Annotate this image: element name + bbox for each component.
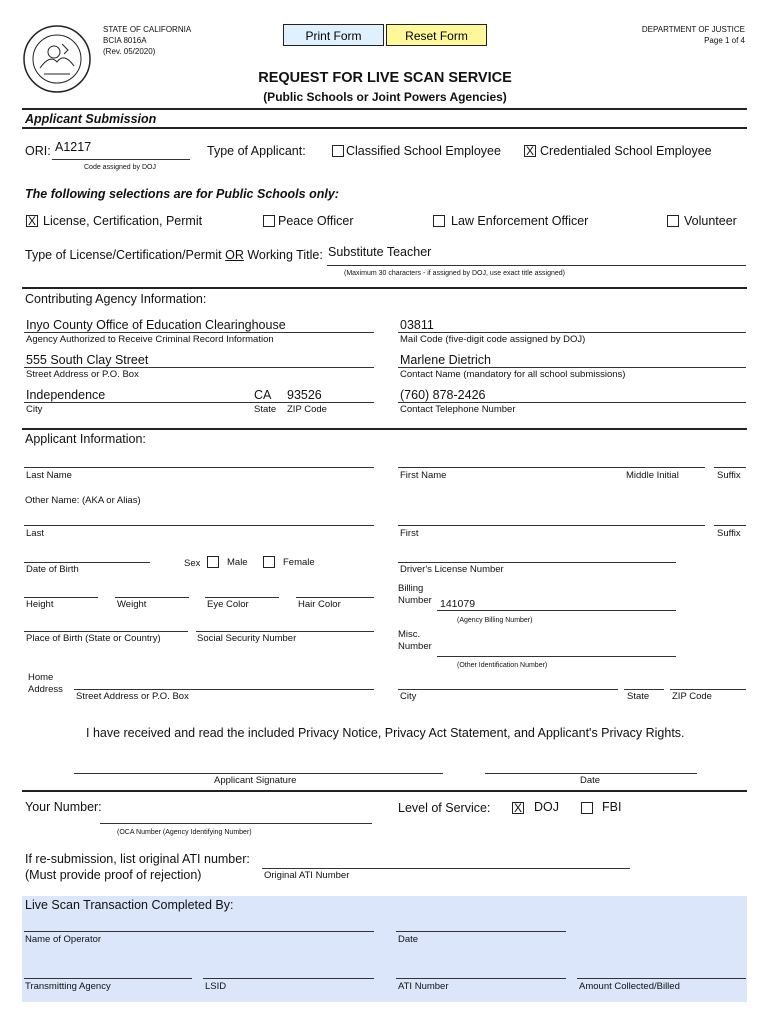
underline xyxy=(24,367,374,368)
home-state-field[interactable] xyxy=(624,689,664,690)
place-of-birth-caption: Place of Birth (State or Country) xyxy=(26,633,161,644)
underline xyxy=(24,332,374,333)
public-schools-heading: The following selections are for Public Schools only: xyxy=(25,187,339,201)
doj-label: DOJ xyxy=(534,800,559,814)
drivers-license-field[interactable] xyxy=(398,562,676,563)
ssn-field[interactable] xyxy=(196,631,374,632)
applicant-signature-field[interactable] xyxy=(74,773,443,774)
home-street-field[interactable] xyxy=(74,689,374,690)
suffix-field[interactable] xyxy=(714,467,746,468)
billing-label-line1: Billing xyxy=(398,583,424,594)
license-checkbox[interactable]: X xyxy=(27,214,36,228)
header-right xyxy=(642,24,745,46)
operator-name-caption: Name of Operator xyxy=(25,934,102,945)
weight-caption: Weight xyxy=(117,599,147,610)
home-zip-caption: ZIP Code xyxy=(672,691,712,702)
form-revision: (Rev. 05/2020) xyxy=(103,47,156,56)
working-title-field[interactable]: Substitute Teacher xyxy=(328,245,432,259)
home-street-caption: Street Address or P.O. Box xyxy=(76,691,189,702)
contact-phone-caption: Contact Telephone Number xyxy=(400,404,516,415)
transmitting-agency-caption: Transmitting Agency xyxy=(25,981,111,992)
transmitting-agency-field[interactable] xyxy=(24,978,192,979)
eye-color-field[interactable] xyxy=(205,597,279,598)
misc-label-line1: Misc. xyxy=(398,629,421,640)
law-enforcement-label: Law Enforcement Officer xyxy=(451,214,589,228)
weight-field[interactable] xyxy=(115,597,189,598)
license-label: License, Certification, Permit xyxy=(43,214,203,228)
volunteer-checkbox[interactable] xyxy=(667,215,679,227)
ssn-caption: Social Security Number xyxy=(197,633,297,644)
lsid-field[interactable] xyxy=(203,978,374,979)
height-caption: Height xyxy=(26,599,54,610)
original-ati-caption: Original ATI Number xyxy=(264,870,350,881)
applicant-signature-caption: Applicant Signature xyxy=(214,775,297,786)
height-field[interactable] xyxy=(24,597,98,598)
divider xyxy=(22,108,747,110)
alias-first-field[interactable] xyxy=(398,525,705,526)
agency-state-field[interactable]: CA xyxy=(254,388,272,402)
underline xyxy=(398,367,746,368)
credentialed-employee-label: Credentialed School Employee xyxy=(540,144,712,158)
form-subtitle: (Public Schools or Joint Powers Agencies) xyxy=(263,90,507,104)
mail-code-caption: Mail Code (five-digit code assigned by DOJ) xyxy=(400,334,586,345)
volunteer-label: Volunteer xyxy=(684,214,737,228)
agency-street-caption: Street Address or P.O. Box xyxy=(26,369,139,380)
mail-code-field[interactable]: 03811 xyxy=(400,318,434,332)
billing-number-label xyxy=(398,583,432,607)
eye-color-caption: Eye Color xyxy=(207,599,249,610)
your-number-label: Your Number: xyxy=(25,800,102,814)
peace-officer-label: Peace Officer xyxy=(278,214,354,228)
type-of-applicant-label: Type of Applicant: xyxy=(207,144,306,158)
divider xyxy=(22,287,747,289)
credentialed-employee-checkbox[interactable]: X xyxy=(525,144,534,158)
ati-number-field[interactable] xyxy=(396,978,566,979)
agency-city-caption: City xyxy=(26,404,43,415)
place-of-birth-field[interactable] xyxy=(24,631,188,632)
agency-name-caption: Agency Authorized to Receive Criminal Record Information xyxy=(26,334,274,345)
home-city-field[interactable] xyxy=(398,689,618,690)
working-title-label: Type of License/Certification/Permit OR Working Title: xyxy=(25,248,323,262)
misc-number-caption: (Other Identification Number) xyxy=(457,662,548,669)
fbi-checkbox[interactable] xyxy=(581,802,593,814)
male-label: Male xyxy=(227,557,248,568)
male-checkbox[interactable] xyxy=(207,556,219,568)
scan-date-caption: Date xyxy=(398,934,419,945)
working-title-caption: (Maximum 30 characters - if assigned by DOJ, use exact title assigned) xyxy=(344,270,565,277)
your-number-field[interactable] xyxy=(100,823,372,824)
other-name-label: Other Name: (AKA or Alias) xyxy=(25,495,141,506)
reset-form-button[interactable]: Reset Form xyxy=(386,24,487,46)
underline xyxy=(24,402,374,403)
classified-employee-label: Classified School Employee xyxy=(346,144,501,158)
applicant-info-heading: Applicant Information: xyxy=(25,432,146,446)
alias-first-caption: First xyxy=(400,528,419,539)
last-name-field[interactable] xyxy=(24,467,374,468)
level-of-service-label: Level of Service: xyxy=(398,801,491,815)
ori-underline xyxy=(52,159,190,160)
home-state-caption: State xyxy=(627,691,650,702)
ori-field[interactable]: A1217 xyxy=(55,140,92,154)
first-name-field[interactable] xyxy=(398,467,705,468)
billing-number-caption: (Agency Billing Number) xyxy=(457,617,533,624)
sex-label: Sex xyxy=(184,558,201,569)
divider xyxy=(22,127,747,129)
agency-zip-field[interactable]: 93526 xyxy=(287,388,322,402)
home-zip-field[interactable] xyxy=(670,689,746,690)
original-ati-field[interactable] xyxy=(262,868,630,869)
agency-heading: Contributing Agency Information: xyxy=(25,292,207,306)
misc-number-field[interactable] xyxy=(437,656,676,657)
hair-color-caption: Hair Color xyxy=(298,599,341,610)
misc-label-line2: Number xyxy=(398,641,432,652)
working-title-underline xyxy=(327,265,746,266)
page-number: Page 1 of 4 xyxy=(704,36,745,45)
privacy-statement: I have received and read the included Privacy Notice, Privacy Act Statement, and Applicant's Privacy Rights. xyxy=(86,726,685,740)
scan-date-field[interactable] xyxy=(396,931,566,932)
underline xyxy=(398,332,746,333)
print-form-button[interactable]: Print Form xyxy=(283,24,384,46)
drivers-license-caption: Driver's License Number xyxy=(400,564,504,575)
agency-name-field[interactable]: Inyo County Office of Education Clearinghouse xyxy=(26,318,286,332)
contact-name-field[interactable]: Marlene Dietrich xyxy=(400,353,492,367)
form-title: REQUEST FOR LIVE SCAN SERVICE xyxy=(258,70,512,86)
suffix-caption: Suffix xyxy=(717,470,741,481)
ati-number-caption: ATI Number xyxy=(398,981,449,992)
doj-checkbox[interactable]: X xyxy=(513,801,522,815)
form-id: BCIA 8016A xyxy=(103,36,147,45)
ori-caption: Code assigned by DOJ xyxy=(84,164,156,171)
underline xyxy=(437,610,676,611)
divider xyxy=(22,790,747,792)
home-label-line2: Address xyxy=(28,684,63,695)
amount-collected-field[interactable] xyxy=(577,978,746,979)
classified-employee-checkbox[interactable] xyxy=(332,145,344,157)
agency-street-field[interactable]: 555 South Clay Street xyxy=(26,353,149,367)
header-left xyxy=(103,24,191,57)
home-label-line1: Home xyxy=(28,672,54,683)
oca-caption: (OCA Number (Agency Identifying Number) xyxy=(117,829,252,836)
misc-number-label xyxy=(398,629,432,653)
amount-collected-caption: Amount Collected/Billed xyxy=(579,981,680,992)
agency-state-caption: State xyxy=(254,404,277,415)
state-name: STATE OF CALIFORNIA xyxy=(103,25,192,34)
female-checkbox[interactable] xyxy=(263,556,275,568)
middle-initial-caption: Middle Initial xyxy=(626,470,679,481)
agency-zip-caption: ZIP Code xyxy=(287,404,327,415)
applicant-submission-heading: Applicant Submission xyxy=(25,112,157,126)
home-city-caption: City xyxy=(400,691,417,702)
resubmission-line2: (Must provide proof of rejection) xyxy=(25,868,202,882)
dob-field[interactable] xyxy=(24,562,150,563)
alias-suffix-field[interactable] xyxy=(714,525,746,526)
contact-name-caption: Contact Name (mandatory for all school submissions) xyxy=(400,369,626,380)
peace-officer-checkbox[interactable] xyxy=(263,215,275,227)
billing-number-field[interactable]: 141079 xyxy=(440,598,476,610)
female-label: Female xyxy=(283,557,315,568)
billing-label-line2: Number xyxy=(398,595,432,606)
ori-label: ORI: xyxy=(25,144,51,158)
dob-caption: Date of Birth xyxy=(26,564,79,575)
home-address-label xyxy=(28,672,63,696)
alias-last-field[interactable] xyxy=(24,525,374,526)
resubmission-label xyxy=(25,851,250,883)
signature-date-field[interactable] xyxy=(485,773,697,774)
agency-city-field[interactable]: Independence xyxy=(26,388,106,402)
law-enforcement-checkbox[interactable] xyxy=(433,215,445,227)
alias-suffix-caption: Suffix xyxy=(717,528,741,539)
underline xyxy=(398,402,746,403)
alias-last-caption: Last xyxy=(26,528,44,539)
department-name: DEPARTMENT OF JUSTICE xyxy=(641,25,745,34)
contact-phone-field[interactable]: (760) 878-2426 xyxy=(400,388,486,402)
operator-name-field[interactable] xyxy=(24,931,374,932)
lsid-caption: LSID xyxy=(205,981,227,992)
divider xyxy=(22,428,747,430)
resubmission-line1: If re-submission, list original ATI number: xyxy=(25,852,250,866)
fbi-label: FBI xyxy=(602,800,622,814)
last-name-caption: Last Name xyxy=(26,470,72,481)
first-name-caption: First Name xyxy=(400,470,447,481)
signature-date-caption: Date xyxy=(580,775,601,786)
live-scan-heading: Live Scan Transaction Completed By: xyxy=(25,898,234,912)
hair-color-field[interactable] xyxy=(296,597,374,598)
